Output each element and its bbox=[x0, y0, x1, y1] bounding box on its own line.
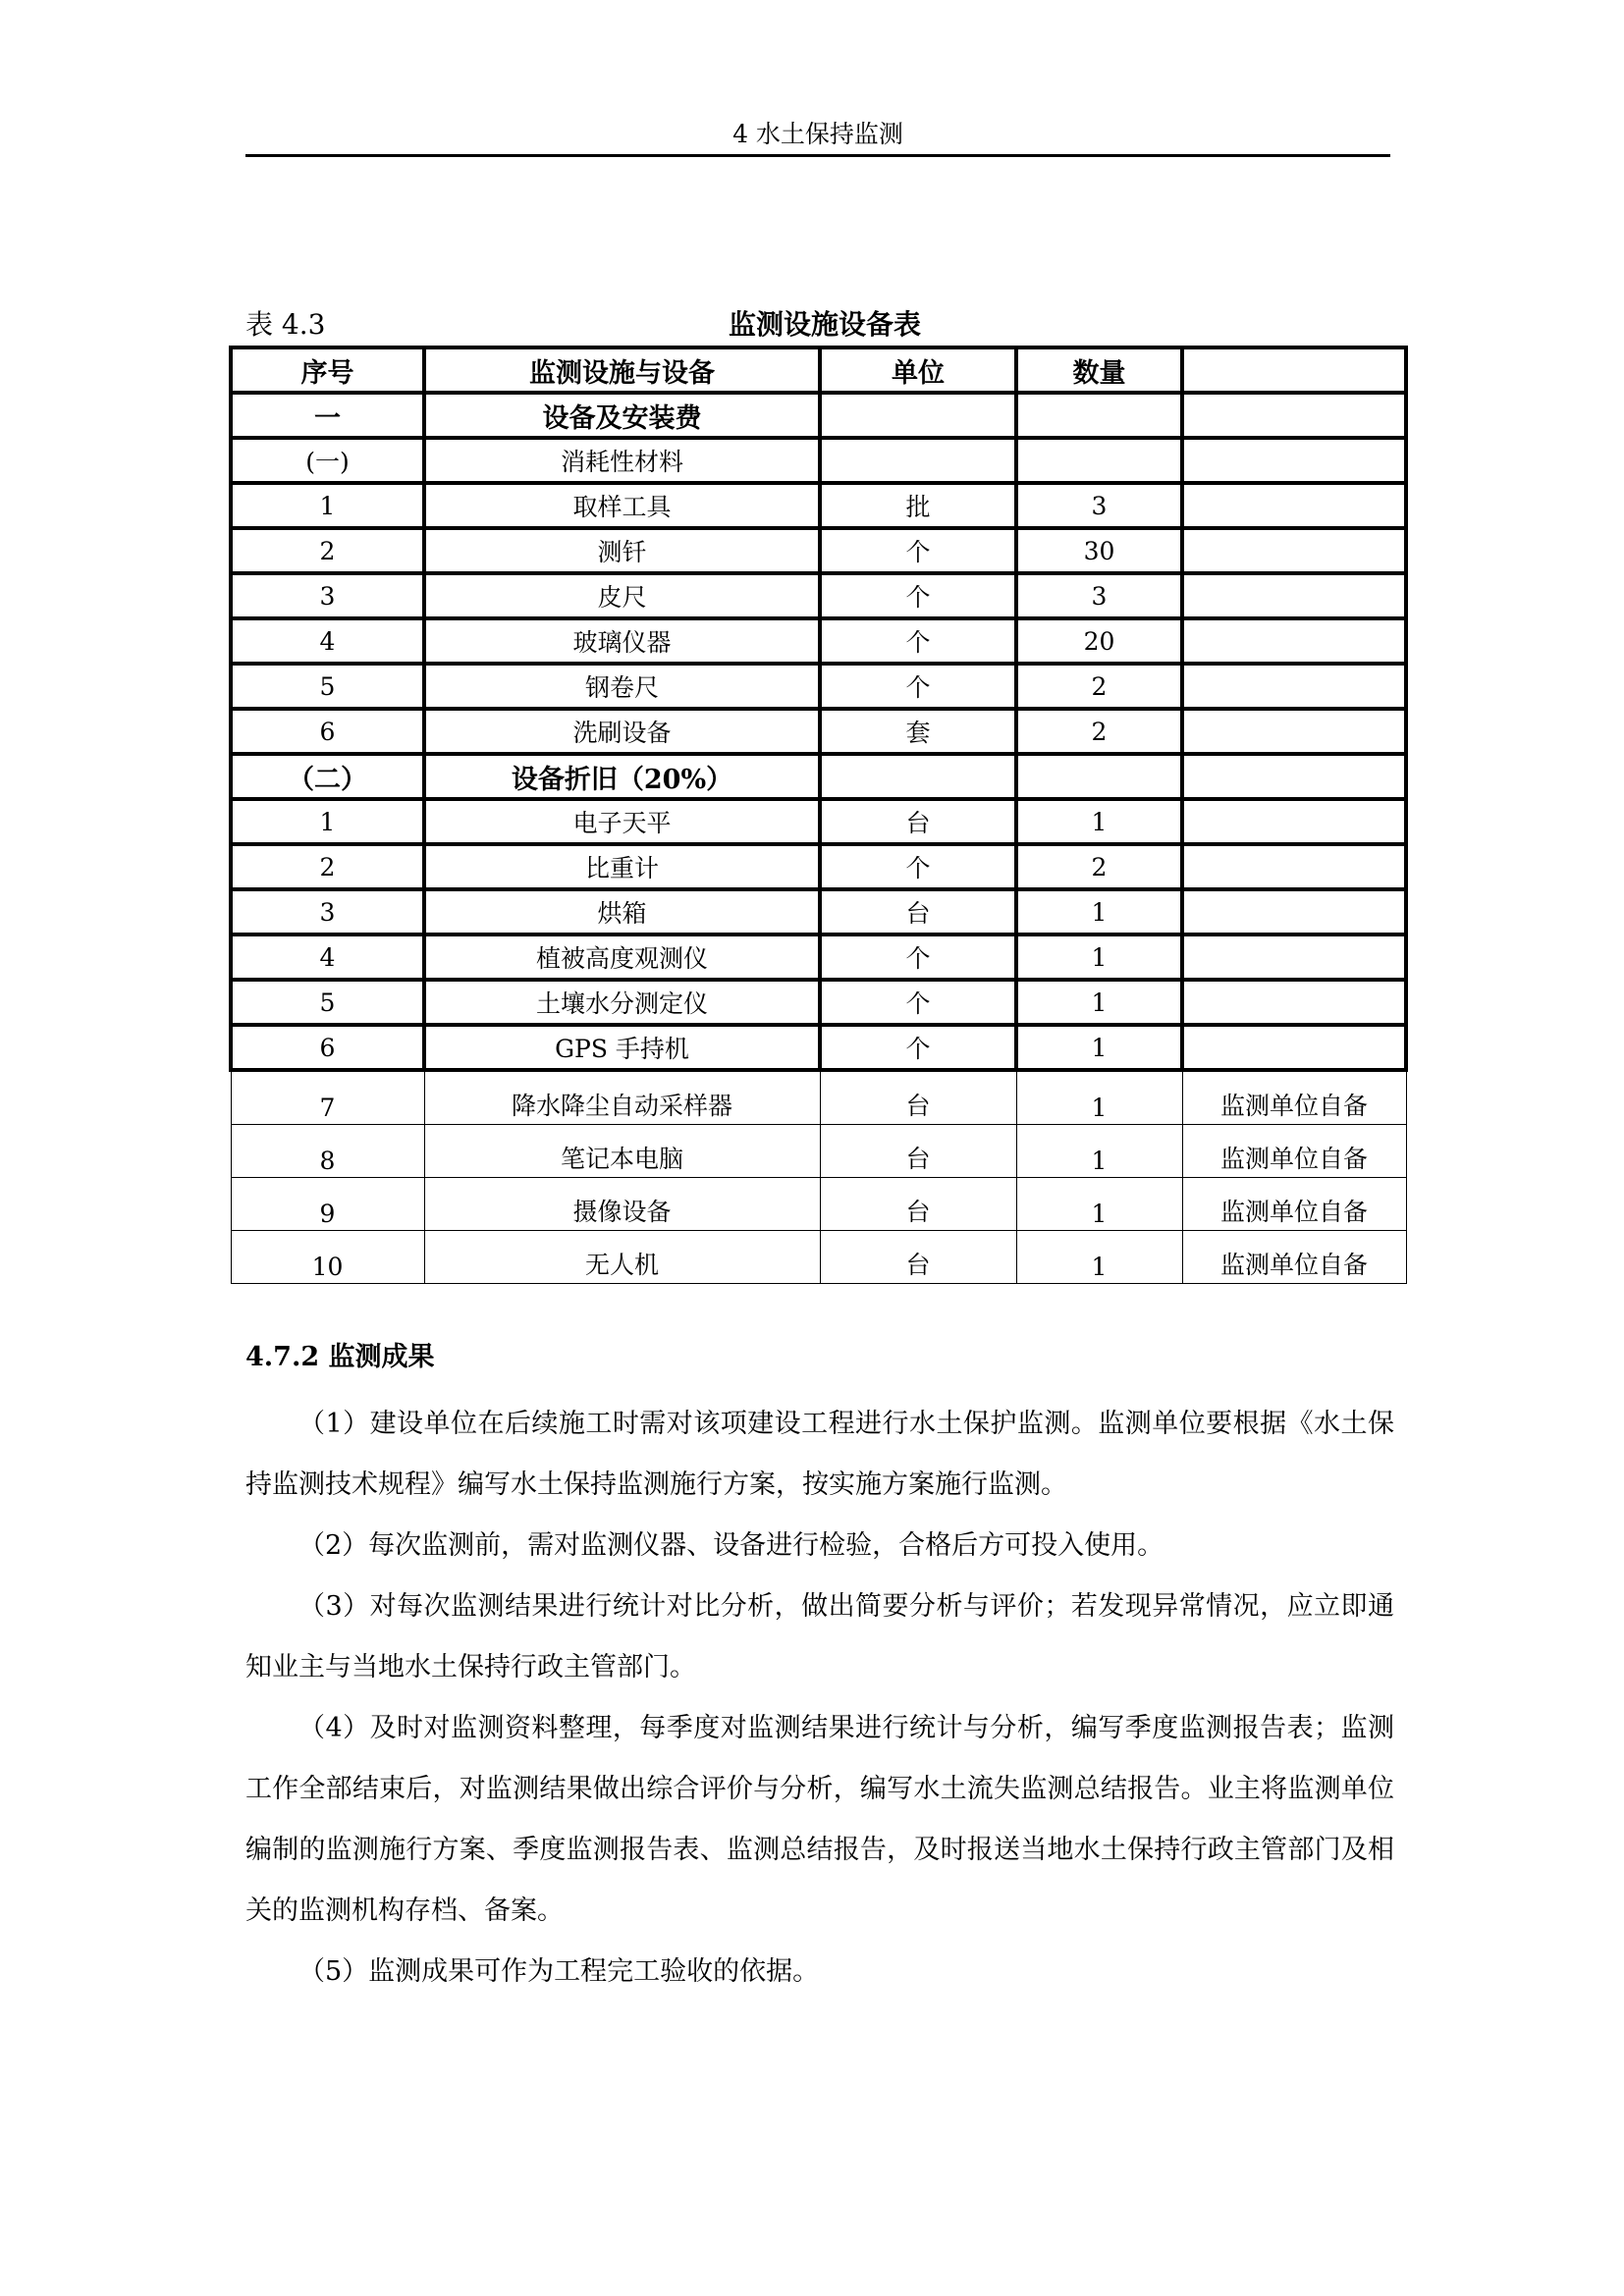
cell-no: 4 bbox=[231, 618, 424, 664]
cell-unit: 个 bbox=[820, 844, 1016, 889]
table-caption bbox=[245, 299, 1404, 343]
cell-name: 设备折旧（20%） bbox=[424, 754, 820, 799]
cell-qty: 1 bbox=[1016, 889, 1182, 934]
cell-qty: 1 bbox=[1016, 799, 1182, 844]
cell-no: (一) bbox=[231, 438, 424, 483]
table-row bbox=[231, 1025, 1406, 1070]
cell-qty bbox=[1016, 754, 1182, 799]
table-row bbox=[231, 844, 1406, 889]
cell-unit: 台 bbox=[820, 1178, 1016, 1231]
cell-note bbox=[1182, 573, 1406, 618]
cell-note bbox=[1182, 393, 1406, 438]
cell-note: 监测单位自备 bbox=[1182, 1125, 1406, 1178]
section-body bbox=[245, 1394, 1394, 2002]
cell-note bbox=[1182, 754, 1406, 799]
table-row bbox=[231, 1231, 1406, 1284]
table-row bbox=[231, 618, 1406, 664]
col-header-qty: 数量 bbox=[1016, 347, 1182, 393]
cell-note: 监测单位自备 bbox=[1182, 1231, 1406, 1284]
cell-note bbox=[1182, 799, 1406, 844]
table-row bbox=[231, 709, 1406, 754]
cell-note bbox=[1182, 709, 1406, 754]
table-row bbox=[231, 528, 1406, 573]
cell-unit bbox=[820, 754, 1016, 799]
cell-unit: 台 bbox=[820, 799, 1016, 844]
cell-no: 6 bbox=[231, 1025, 424, 1070]
cell-name: 降水降尘自动采样器 bbox=[424, 1070, 820, 1125]
cell-unit bbox=[820, 438, 1016, 483]
cell-note bbox=[1182, 618, 1406, 664]
cell-no: （二） bbox=[231, 754, 424, 799]
cell-name: 无人机 bbox=[424, 1231, 820, 1284]
cell-name: GPS 手持机 bbox=[424, 1025, 820, 1070]
table-row bbox=[231, 799, 1406, 844]
cell-qty: 2 bbox=[1016, 709, 1182, 754]
table-row bbox=[231, 980, 1406, 1025]
table-row bbox=[231, 934, 1406, 980]
cell-qty: 20 bbox=[1016, 618, 1182, 664]
cell-note bbox=[1182, 483, 1406, 528]
cell-name: 烘箱 bbox=[424, 889, 820, 934]
cell-name: 洗刷设备 bbox=[424, 709, 820, 754]
cell-note bbox=[1182, 889, 1406, 934]
cell-name: 电子天平 bbox=[424, 799, 820, 844]
cell-no: 5 bbox=[231, 664, 424, 709]
header-rule bbox=[245, 154, 1390, 157]
paragraph: （4）及时对监测资料整理，每季度对监测结果进行统计与分析，编写季度监测报告表；监测工作全部结束后，对监测结果做出综合评价与分析，编写水土流失监测总结报告。业主将监测单位编制的监测施行方案、季度监测报告表、监测总结报告，及时报送当地水土保持行政主管部门及相关的监测机构存档、备案。 bbox=[245, 1713, 1394, 1926]
paragraph: （3）对每次监测结果进行统计对比分析，做出简要分析与评价；若发现异常情况，应立即通知业主与当地水土保持行政主管部门。 bbox=[245, 1591, 1394, 1682]
cell-unit: 个 bbox=[820, 980, 1016, 1025]
cell-unit: 个 bbox=[820, 528, 1016, 573]
cell-note bbox=[1182, 528, 1406, 573]
col-header-no: 序号 bbox=[231, 347, 424, 393]
cell-name: 皮尺 bbox=[424, 573, 820, 618]
cell-no: 一 bbox=[231, 393, 424, 438]
col-header-unit: 单位 bbox=[820, 347, 1016, 393]
cell-no: 4 bbox=[231, 934, 424, 980]
cell-no: 3 bbox=[231, 889, 424, 934]
cell-unit: 批 bbox=[820, 483, 1016, 528]
cell-qty: 1 bbox=[1016, 980, 1182, 1025]
table-header-row bbox=[231, 347, 1406, 393]
cell-no: 10 bbox=[231, 1231, 424, 1284]
cell-qty: 1 bbox=[1016, 1178, 1182, 1231]
cell-note bbox=[1182, 664, 1406, 709]
table-row bbox=[231, 1178, 1406, 1231]
cell-name: 土壤水分测定仪 bbox=[424, 980, 820, 1025]
table-row bbox=[231, 1070, 1406, 1125]
table-title: 监测设施设备表 bbox=[728, 308, 921, 341]
cell-no: 6 bbox=[231, 709, 424, 754]
table-row bbox=[231, 483, 1406, 528]
table-row bbox=[231, 889, 1406, 934]
cell-unit: 个 bbox=[820, 934, 1016, 980]
cell-name: 笔记本电脑 bbox=[424, 1125, 820, 1178]
cell-qty: 1 bbox=[1016, 1025, 1182, 1070]
paragraph: （1）建设单位在后续施工时需对该项建设工程进行水土保护监测。监测单位要根据《水土保持监测技术规程》编写水土保持监测施行方案，按实施方案施行监测。 bbox=[245, 1409, 1394, 1500]
cell-name: 摄像设备 bbox=[424, 1178, 820, 1231]
cell-no: 1 bbox=[231, 799, 424, 844]
cell-note: 监测单位自备 bbox=[1182, 1178, 1406, 1231]
table-row bbox=[231, 393, 1406, 438]
paragraph: （2）每次监测前，需对监测仪器、设备进行检验，合格后方可投入使用。 bbox=[298, 1530, 1164, 1561]
table-row bbox=[231, 1125, 1406, 1178]
table-row bbox=[231, 438, 1406, 483]
cell-qty: 1 bbox=[1016, 1070, 1182, 1125]
cell-qty: 2 bbox=[1016, 844, 1182, 889]
cell-name: 钢卷尺 bbox=[424, 664, 820, 709]
cell-unit: 个 bbox=[820, 1025, 1016, 1070]
cell-note bbox=[1182, 980, 1406, 1025]
cell-no: 2 bbox=[231, 528, 424, 573]
cell-unit: 个 bbox=[820, 618, 1016, 664]
cell-name: 比重计 bbox=[424, 844, 820, 889]
cell-unit: 台 bbox=[820, 1231, 1016, 1284]
col-header-name: 监测设施与设备 bbox=[424, 347, 820, 393]
cell-name: 测钎 bbox=[424, 528, 820, 573]
cell-name: 玻璃仪器 bbox=[424, 618, 820, 664]
table-row bbox=[231, 573, 1406, 618]
cell-unit: 个 bbox=[820, 573, 1016, 618]
cell-note: 监测单位自备 bbox=[1182, 1070, 1406, 1125]
cell-name: 植被高度观测仪 bbox=[424, 934, 820, 980]
cell-qty: 1 bbox=[1016, 1125, 1182, 1178]
cell-unit: 台 bbox=[820, 1070, 1016, 1125]
cell-note bbox=[1182, 844, 1406, 889]
table-row bbox=[231, 754, 1406, 799]
cell-unit: 台 bbox=[820, 1125, 1016, 1178]
cell-unit: 套 bbox=[820, 709, 1016, 754]
cell-no: 3 bbox=[231, 573, 424, 618]
section-heading: 4.7.2 监测成果 bbox=[245, 1342, 435, 1372]
cell-unit bbox=[820, 393, 1016, 438]
cell-name: 取样工具 bbox=[424, 483, 820, 528]
cell-unit: 台 bbox=[820, 889, 1016, 934]
cell-qty: 1 bbox=[1016, 1231, 1182, 1284]
cell-qty: 1 bbox=[1016, 934, 1182, 980]
cell-qty bbox=[1016, 393, 1182, 438]
table-number: 表 4.3 bbox=[245, 308, 326, 341]
running-header: 4 水土保持监测 bbox=[732, 120, 903, 148]
cell-qty: 2 bbox=[1016, 664, 1182, 709]
cell-qty: 3 bbox=[1016, 483, 1182, 528]
cell-note bbox=[1182, 934, 1406, 980]
cell-no: 8 bbox=[231, 1125, 424, 1178]
cell-no: 9 bbox=[231, 1178, 424, 1231]
equipment-table bbox=[229, 346, 1408, 1284]
cell-no: 5 bbox=[231, 980, 424, 1025]
cell-qty: 3 bbox=[1016, 573, 1182, 618]
cell-no: 1 bbox=[231, 483, 424, 528]
cell-note bbox=[1182, 438, 1406, 483]
cell-name: 消耗性材料 bbox=[424, 438, 820, 483]
table-row bbox=[231, 664, 1406, 709]
cell-no: 2 bbox=[231, 844, 424, 889]
cell-qty bbox=[1016, 438, 1182, 483]
paragraph: （5）监测成果可作为工程完工验收的依据。 bbox=[298, 1956, 820, 1987]
cell-unit: 个 bbox=[820, 664, 1016, 709]
cell-no: 7 bbox=[231, 1070, 424, 1125]
cell-name: 设备及安装费 bbox=[424, 393, 820, 438]
col-header-note bbox=[1182, 347, 1406, 393]
cell-qty: 30 bbox=[1016, 528, 1182, 573]
cell-note bbox=[1182, 1025, 1406, 1070]
